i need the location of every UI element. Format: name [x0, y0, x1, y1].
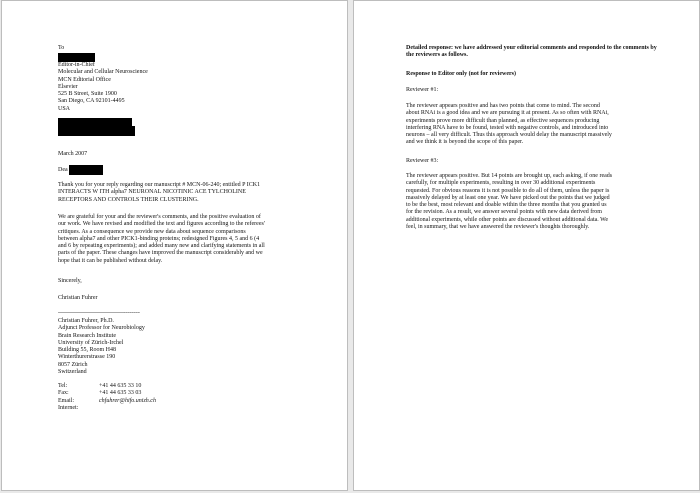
paragraph-line: and we think it is beyond the scope of this paper.: [406, 139, 524, 146]
signature-line: University of Zürich-Irchel: [58, 339, 124, 346]
paragraph-line: additional experiments, while other points are discussed without additional data. We: [406, 216, 609, 223]
letter-date: March 2007: [58, 151, 88, 157]
contact-details: [58, 383, 258, 412]
contact-value[interactable]: chfuhrer@hifo.unizh.ch: [99, 397, 156, 404]
paragraph-line: parts of the paper. These changes have improved the manuscript considerably and we: [58, 250, 263, 257]
response-heading: Detailed response: we have addressed your editorial comments and responded to the comments by the reviewers as follows.: [406, 45, 657, 59]
paragraph-line: INTERACTS W ITH alpha7 NEURONAL NICOTINIC ACE TYLCHOLINE: [58, 189, 246, 196]
salutation: Dea: [58, 167, 68, 173]
paragraph-line: requested. For obvious reasons it is not possible to do all of them, unless the paper is: [406, 187, 610, 194]
to-label: To: [58, 45, 65, 51]
paragraph-line: experiments prove more difficult than planned, as effective sequences producing: [406, 117, 600, 124]
paragraph-line: neurons – all very difficult. Thus this approach would delay the manuscript massively: [406, 132, 612, 139]
contact-row: [58, 405, 258, 412]
contact-row: [58, 398, 258, 405]
letter-page: [1, 0, 348, 491]
addressee-line: San Diego, CA 92101-4495: [58, 98, 125, 105]
redacted-address-line-1: [58, 118, 132, 126]
signature-line: Adjunct Professor for Neurobiology: [58, 325, 145, 332]
paragraph-line: The reviewer appears positive and has two points that come to mind. The second: [406, 103, 600, 109]
paragraph-line: our work. We have revised and modified the text and figures according to the referees': [58, 221, 265, 228]
redacted-name: [58, 53, 95, 62]
addressee-line: Molecular and Cellular Neuroscience: [58, 69, 148, 76]
addressee-line: 525 B Street, Suite 1900: [58, 91, 117, 98]
contact-label: Tel:: [58, 383, 68, 389]
paragraph-line: hope that it can be published without delay.: [58, 257, 163, 264]
contact-value: +41 44 635 33 10: [99, 383, 142, 389]
separator-line: -----------------------------------------: [58, 310, 140, 316]
paragraph-line: to be the best, most relevant and doable within the three months that you granted us: [406, 202, 607, 209]
contact-row: [58, 390, 258, 397]
redacted-address-line-2: [58, 126, 135, 136]
closing: Sincerely,: [58, 278, 82, 284]
signature-line: Switzerland: [58, 369, 87, 376]
paragraph-line: feel, in summary, that we have answered the reviewer's thoughts thoroughly.: [406, 224, 590, 231]
paragraph-line: RECEPTORS AND CONTROLS THEIR CLUSTERING.: [58, 196, 199, 203]
paragraph-line: The reviewer appears positive. But 14 points are brought up, each asking, if one reads: [406, 173, 613, 179]
reply-paragraph: [58, 182, 260, 204]
paragraph-line: Thank you for your reply regarding our manuscript # MCN-06-240; entitled P ICK1: [58, 182, 261, 188]
signer-name: Christian Fuhrer: [58, 295, 98, 301]
contact-value: +41 44 635 33 03: [99, 390, 142, 397]
signature-line: 8057 Zürich: [58, 361, 88, 368]
signature-line: Brain Research Institute: [58, 332, 116, 339]
contact-row: [58, 383, 258, 390]
addressee-line: Editor-in-Chief: [58, 62, 95, 68]
redacted-recipient: [69, 165, 103, 175]
addressee-line: USA: [58, 105, 71, 112]
reviewer3-response: [406, 173, 612, 231]
reviewer1-response: [406, 103, 612, 147]
addressee-line: Elsevier: [58, 83, 78, 90]
addressee-line: MCN Editorial Office: [58, 76, 111, 83]
paragraph-line: massively delayed by at least one year. We have picked out the points that we judged: [406, 194, 610, 201]
signature-line: Christian Fuhrer, Ph.D.: [58, 318, 114, 324]
response-page: [353, 0, 700, 491]
paragraph-line: carefully, for multiple experiments, resulting in over 30 additional experiments: [406, 180, 596, 187]
paragraph-line: critiques. As a consequence we provide new data about sequence comparisons: [58, 228, 246, 235]
editor-only-heading: Response to Editor only (not for reviewers): [406, 71, 516, 77]
signature-line: Building 55, Room H48: [58, 347, 117, 354]
signature-block: [58, 318, 145, 376]
paragraph-line: between alpha7 and other PICK1-binding proteins; redesigned Figures 4, 5 and 6 (4: [58, 235, 260, 242]
contact-label: Internet:: [58, 404, 79, 411]
reviewer3-label: Reviewer #3:: [406, 158, 439, 164]
paragraph-line: about RNAi is a good idea and we are pursuing it at present. As so often with RNAi,: [406, 110, 609, 117]
paragraph-line: and 6 by repeating experiments); and added many new and clarifying statements in all: [58, 243, 265, 250]
revision-paragraph: [58, 214, 265, 265]
contact-label: Email:: [58, 397, 74, 404]
signature-line: Winterthurerstrasse 190: [58, 354, 116, 361]
reviewer1-label: Reviewer #1:: [406, 87, 439, 93]
paragraph-line: for the revision. As a result, we answer several points with new data derived from: [406, 209, 602, 216]
paragraph-line: interfering RNA have to be found, tested with negative controls, and introduced into: [406, 124, 609, 131]
paragraph-line: We are grateful for your and the reviewer's comments, and the positive evaluation of: [58, 214, 261, 220]
addressee-block: [58, 62, 148, 113]
contact-label: Fax:: [58, 390, 69, 397]
